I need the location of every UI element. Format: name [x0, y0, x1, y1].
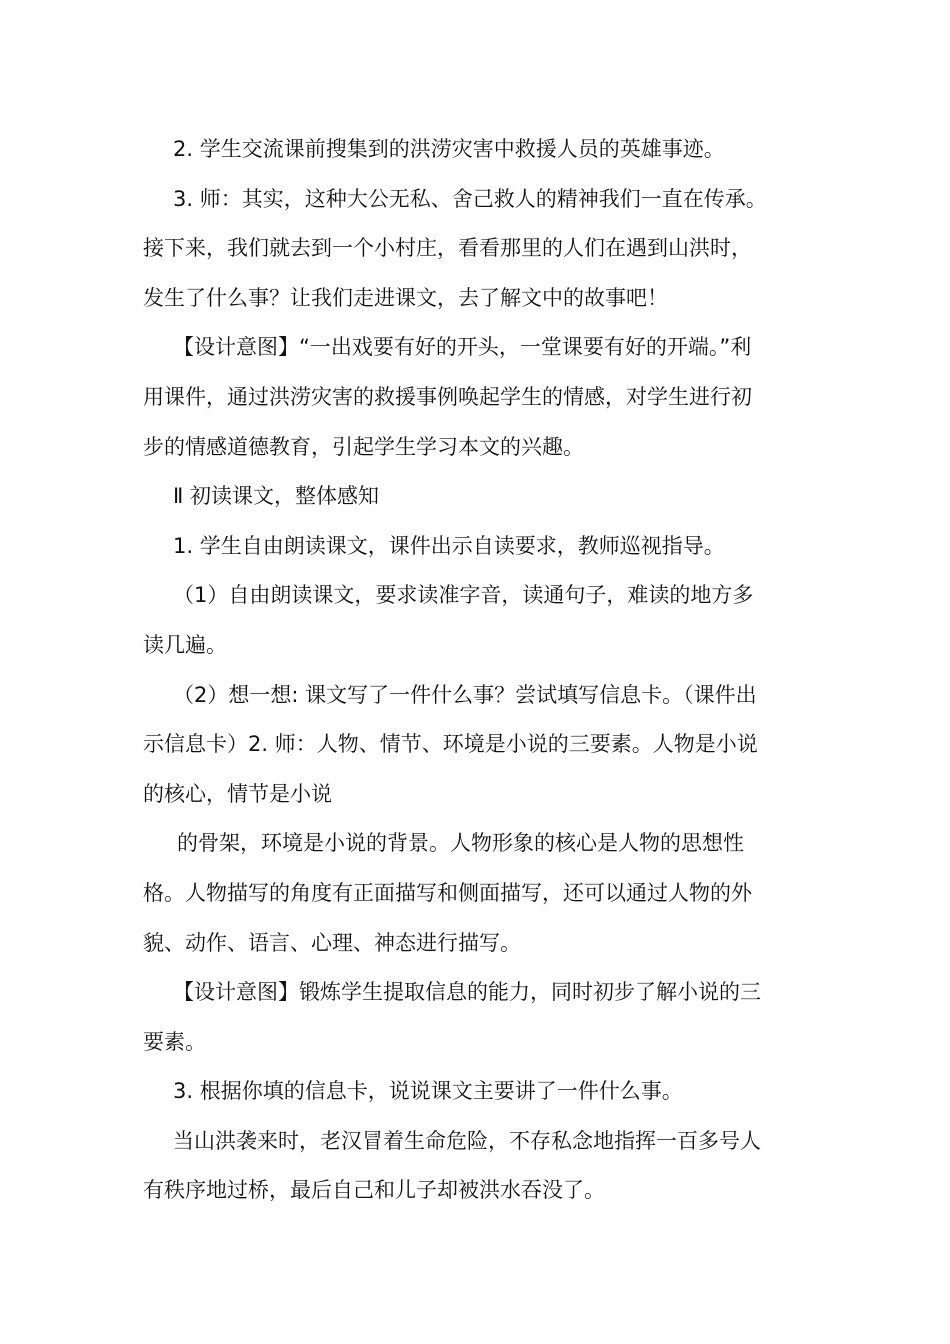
text-line: 1. 学生自由朗读课文，课件出示自读要求，教师巡视指导。 [173, 533, 725, 558]
text-line: 接下来，我们就去到一个小村庄，看看那里的人们在遇到山洪时， [143, 236, 752, 261]
text-line: 要素。 [143, 1029, 206, 1054]
text-line: 貌、动作、语言、心理、神态进行描写。 [143, 930, 521, 955]
text-line: 的骨架，环境是小说的背景。人物形象的核心是人物的思想性 [177, 831, 744, 856]
text-line: 格。人物描写的角度有正面描写和侧面描写，还可以通过人物的外 [143, 880, 752, 905]
text-line: 3. 师：其实，这种大公无私、舍己救人的精神我们一直在传承。 [173, 186, 767, 211]
text-line: 3. 根据你填的信息卡，说说课文主要讲了一件什么事。 [173, 1079, 683, 1104]
text-line: 的核心，情节是小说 [143, 781, 332, 806]
text-line: 2. 学生交流课前搜集到的洪涝灾害中救援人员的英雄事迹。 [173, 137, 725, 161]
text-line: （2）想一想: 课文写了一件什么事？尝试填写信息卡。（课件出 [173, 682, 757, 707]
text-line: 步的情感道德教育，引起学生学习本文的兴趣。 [143, 434, 584, 459]
text-line: 示信息卡）2. 师：人物、情节、环境是小说的三要素。人物是小说 [143, 732, 758, 757]
text-line: （1）自由朗读课文，要求读准字音，读通句子，难读的地方多 [173, 583, 754, 608]
text-line: 【设计意图】“一出戏要有好的开头，一堂课要有好的开端。”利 [173, 335, 752, 360]
text-line: 有秩序地过桥，最后自己和儿子却被洪水吞没了。 [143, 1178, 605, 1203]
text-line: 当山洪袭来时，老汉冒着生命危险，不存私念地指挥一百多号人 [173, 1128, 761, 1153]
text-line: 读几遍。 [143, 632, 227, 657]
text-line: 发生了什么事？让我们走进课文，去了解文中的故事吧！ [143, 285, 668, 310]
section-heading: Ⅱ 初读课文，整体感知 [173, 484, 380, 509]
text-line: 用课件，通过洪涝灾害的救援事例唤起学生的情感，对学生进行初 [143, 384, 752, 409]
document-body [143, 125, 807, 1216]
text-line: 【设计意图】锻炼学生提取信息的能力，同时初步了解小说的三 [173, 980, 761, 1005]
